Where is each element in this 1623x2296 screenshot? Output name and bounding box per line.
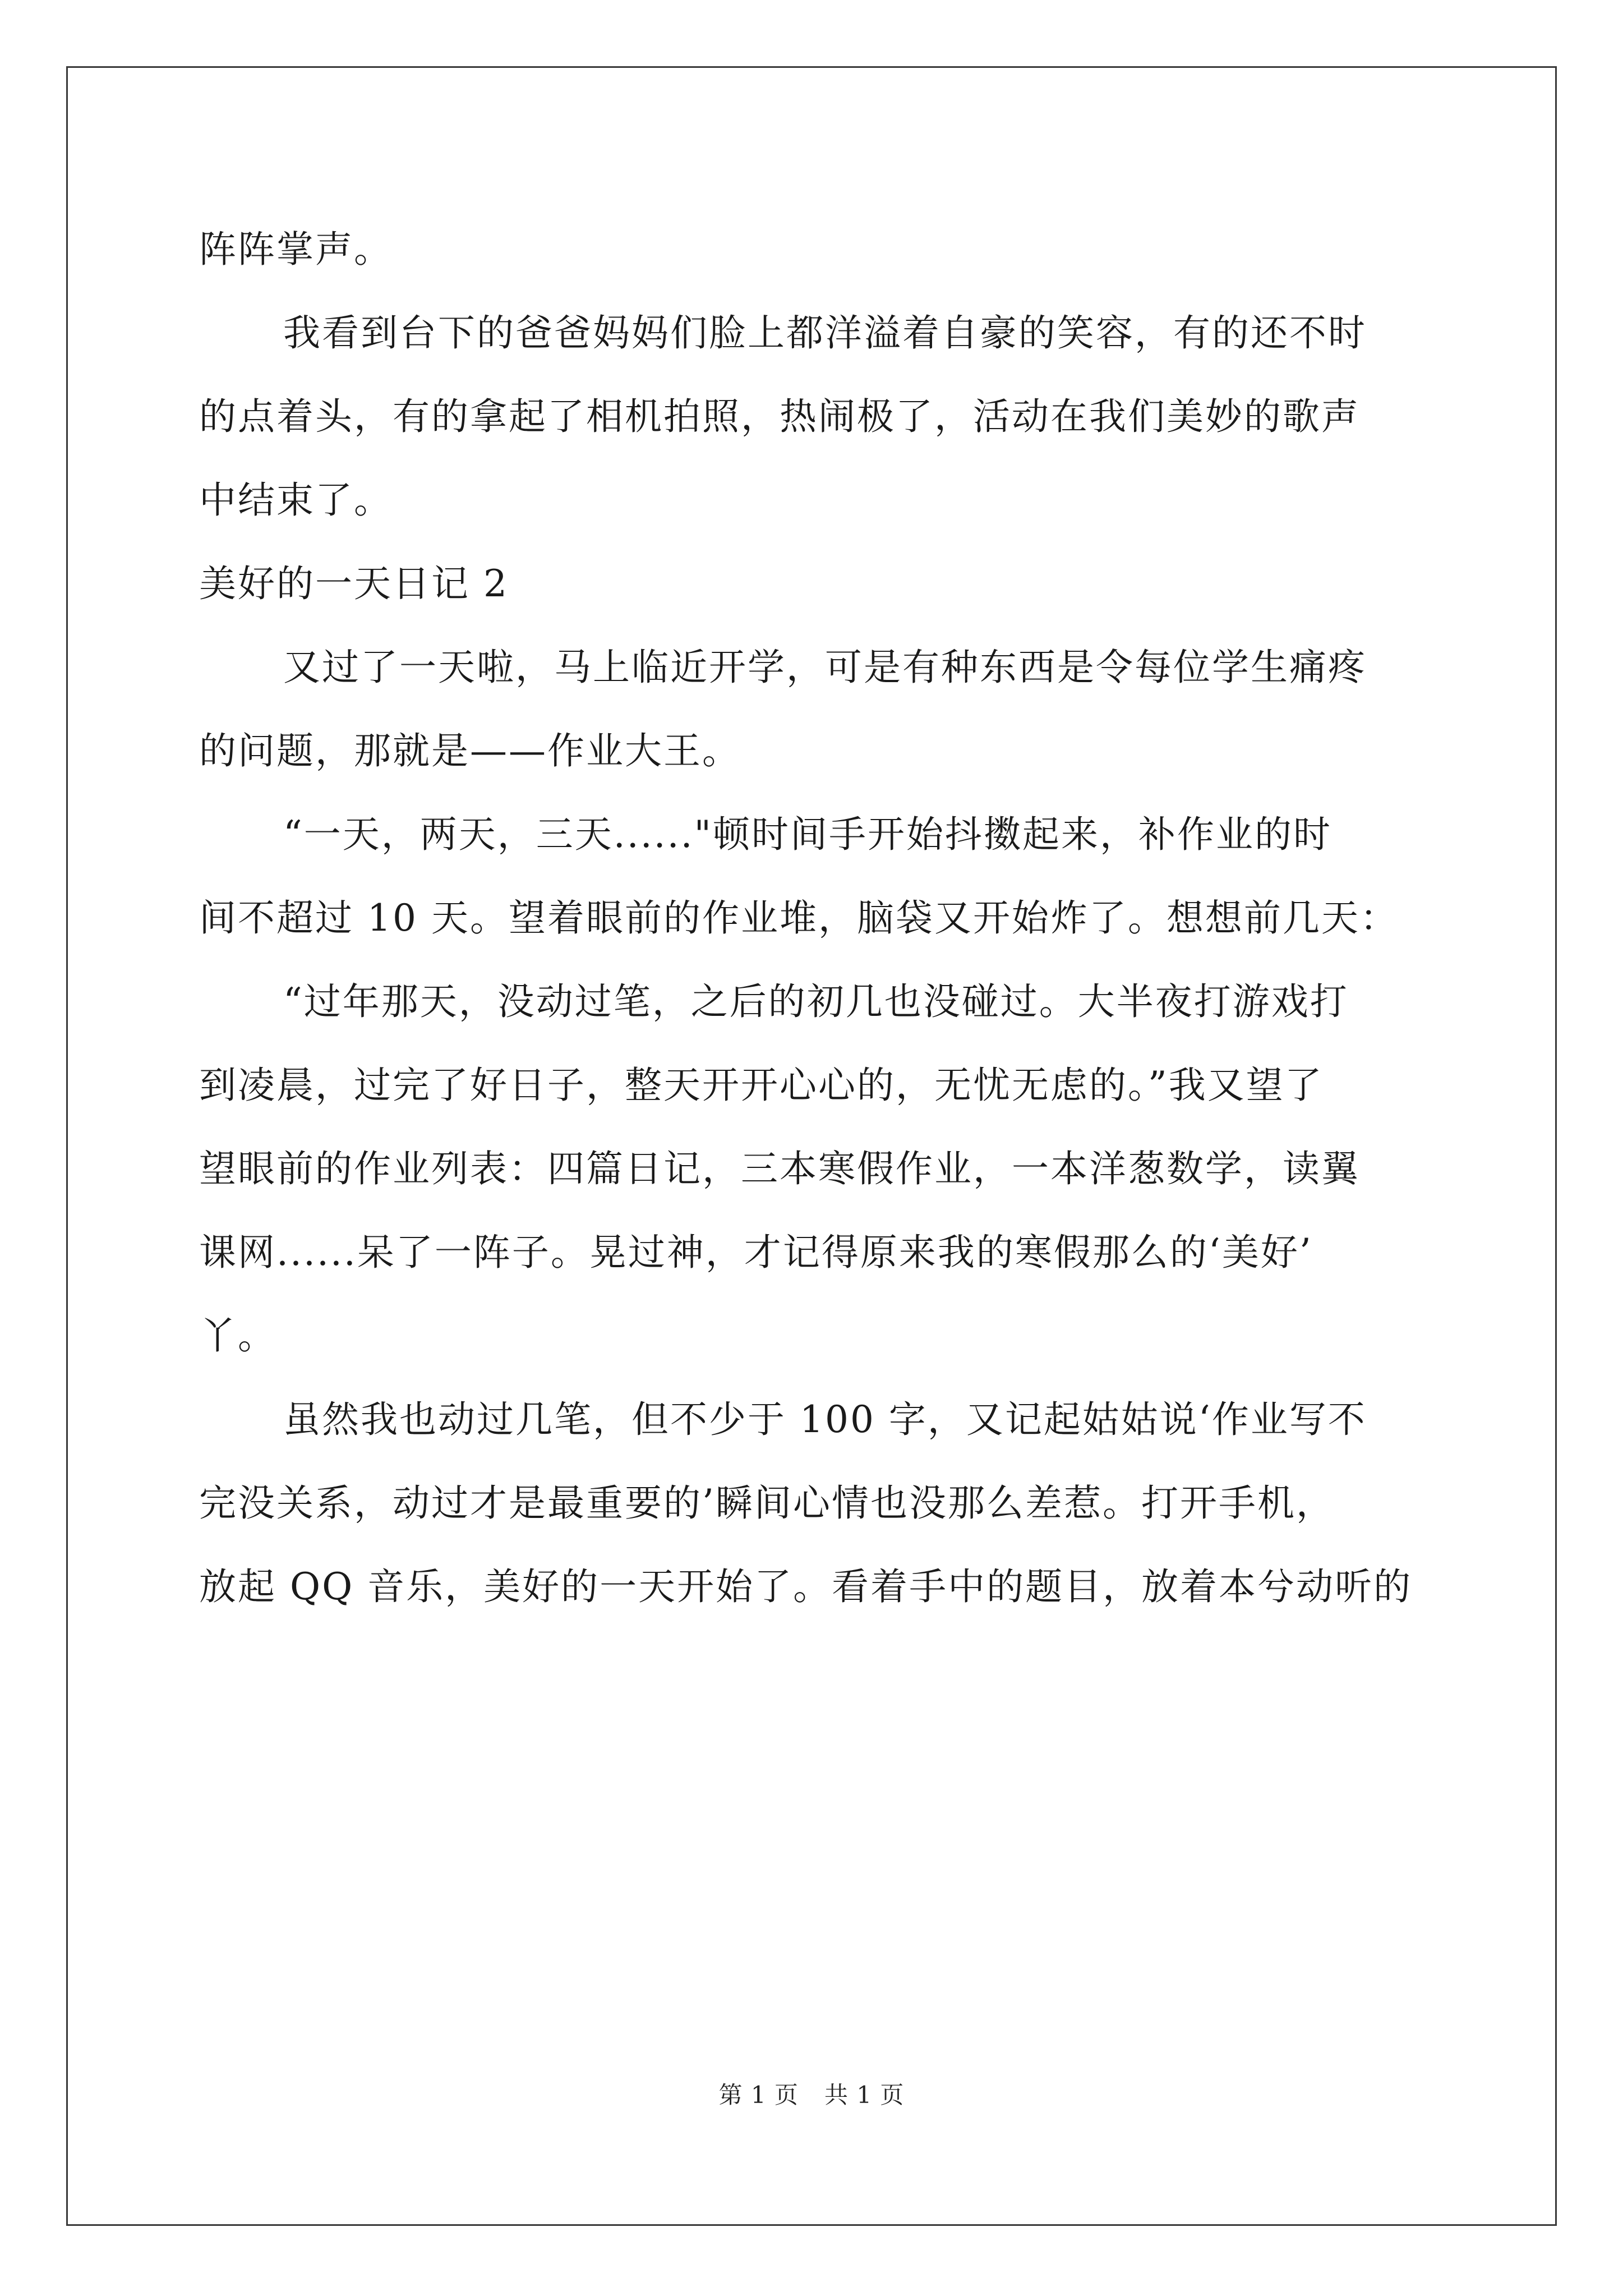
- text-line: 间不超过 10 天。望着眼前的作业堆，脑袋又开始炸了。想想前几天：: [199, 896, 1399, 940]
- text-line: 中结束了。: [199, 478, 393, 522]
- page-number: 第 1 页: [718, 2081, 799, 2109]
- page-total: 共 1 页: [824, 2081, 905, 2109]
- text-line: “过年那天，没动过笔，之后的初几也没碰过。大半夜打游戏打: [283, 980, 1349, 1023]
- text-line: 的问题，那就是——作业大王。: [199, 729, 741, 772]
- text-line: 望眼前的作业列表：四篇日记，三本寒假作业，一本洋葱数学，读翼: [199, 1147, 1360, 1190]
- text-line: 到凌晨，过完了好日子，整天开开心心的，无忧无虑的。”我又望了: [199, 1064, 1324, 1107]
- document-body: [199, 208, 1433, 1628]
- text-line: “一天，两天，三天......"顿时间手开始抖擞起来，补作业的时: [283, 813, 1332, 856]
- section-heading: 美好的一天日记 2: [199, 562, 509, 605]
- text-line: 虽然我也动过几笔，但不少于 100 字，又记起姑姑说‘作业写不: [283, 1398, 1367, 1441]
- page-footer: [0, 2078, 1623, 2112]
- text-line: 又过了一天啦，马上临近开学，可是有种东西是令每位学生痛疼: [283, 646, 1367, 689]
- text-line: 阵阵掌声。: [199, 228, 393, 271]
- text-line: 放起 QQ 音乐，美好的一天开始了。看着手中的题目，放着本兮动听的: [199, 1565, 1413, 1608]
- text-line: 完没关系，动过才是最重要的’瞬间心情也没那么差惹。打开手机，: [199, 1481, 1335, 1525]
- text-line: 丫。: [199, 1314, 276, 1358]
- text-line: 的点着头，有的拿起了相机拍照，热闹极了，活动在我们美妙的歌声: [199, 395, 1360, 438]
- text-line: 我看到台下的爸爸妈妈们脸上都洋溢着自豪的笑容，有的还不时: [283, 311, 1367, 355]
- text-line: 课网......呆了一阵子。晃过神，才记得原来我的寒假那么的‘美好’: [199, 1231, 1313, 1274]
